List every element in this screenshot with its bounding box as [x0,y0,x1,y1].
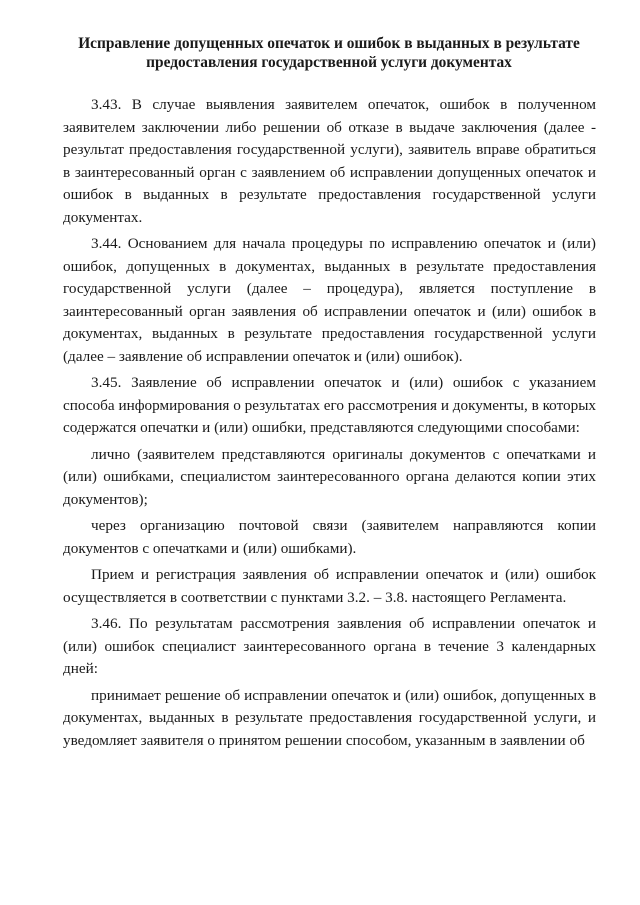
paragraph-in-person: лично (заявителем представляются оригиналы документов с опечатками и (или) ошибками, специалистом заинтересованного органа делаются копии этих документов); [63,445,596,508]
paragraph-3-44: 3.44. Основанием для начала процедуры по исправлению опечаток и (или) ошибок, допущенных в документах, выданных в результате предоставления государственной услуги (далее – процедура), является поступление в заинтересованный орган заявления об исправлении опечаток и (или) ошибок в документах, выданных в результате предоставления государственной услуги (далее – заявление об исправлении опечаток и (или) ошибок). [63,235,596,365]
section-heading [62,34,596,72]
paragraph-by-post: через организацию почтовой связи (заявителем направляются копии документов с опечатками и (или) ошибками). [63,517,596,557]
document-body [63,94,596,756]
paragraph-3-46: 3.46. По результатам рассмотрения заявления об исправлении опечаток и (или) ошибок специалист заинтересованного органа в течение 3 календарных дней: [63,615,596,677]
paragraph-3-45: 3.45. Заявление об исправлении опечаток и (или) ошибок с указанием способа информирования о результатах его рассмотрения и документы, в которых содержатся опечатки и (или) ошибки, представляются следующими способами: [63,374,596,436]
paragraph-registration: Прием и регистрация заявления об исправлении опечаток и (или) ошибок осуществляется в соответствии с пунктами 3.2. – 3.8. настоящего Регламента. [63,566,596,606]
paragraph-3-43: 3.43. В случае выявления заявителем опечаток, ошибок в полученном заявителем заключении либо решении об отказе в выдаче заключения (далее - результат предоставления государственной услуги), заявитель вправе обратиться в заинтересованный орган с заявлением об исправлении допущенных опечаток и ошибок в выданных в результате предоставления государственной услуги документах. [63,96,596,226]
paragraph-decision: принимает решение об исправлении опечаток и (или) ошибок, допущенных в документах, выданных в результате предоставления государственной услуги, и уведомляет заявителя о принятом решении способом, указанным в заявлении об [63,686,596,749]
section-heading-line-1: Исправление допущенных опечаток и ошибок в выданных в результате [78,35,580,52]
section-heading-line-2: предоставления государственной услуги документах [146,54,512,71]
